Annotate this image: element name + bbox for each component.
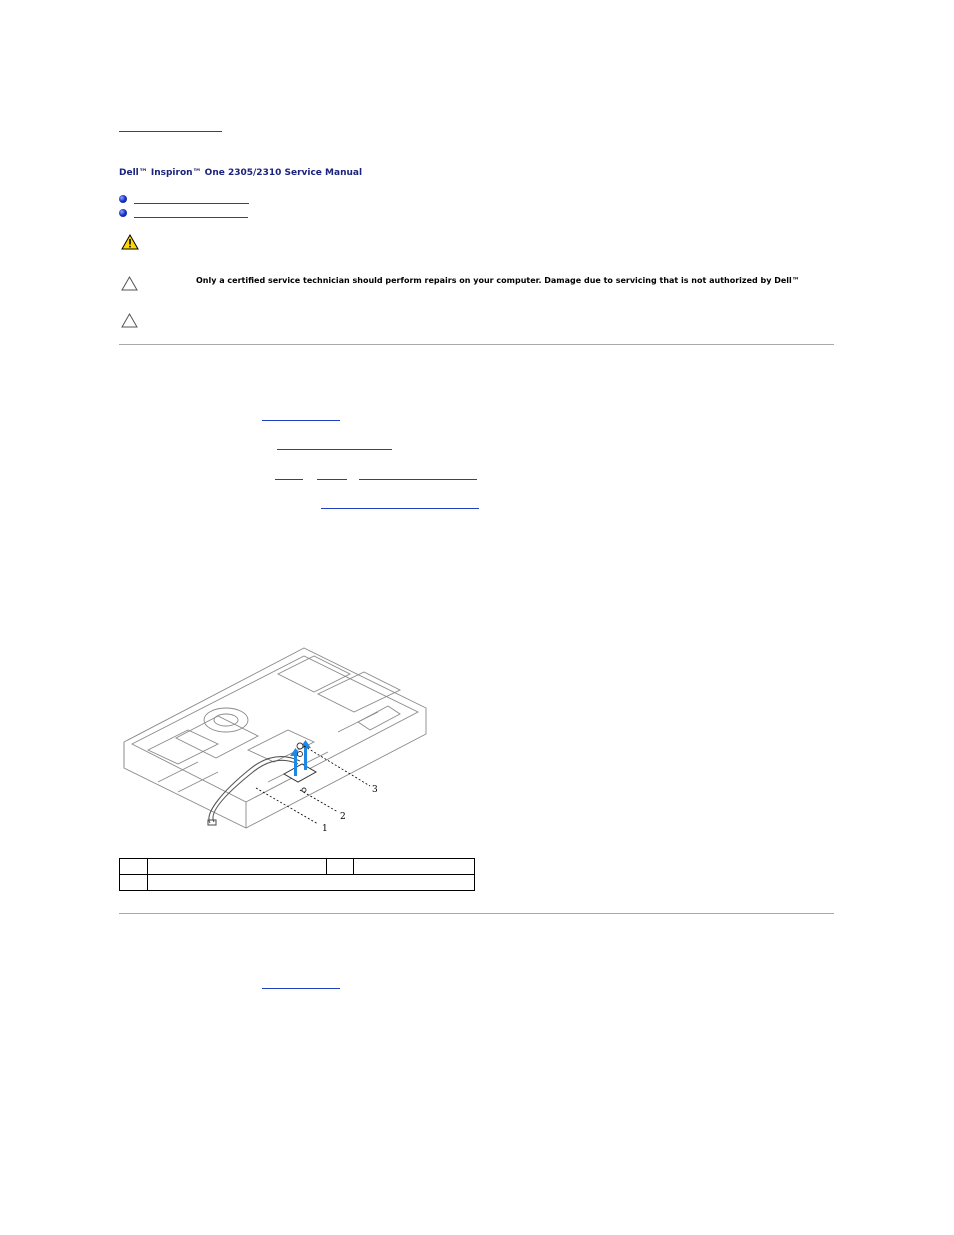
back-to-contents-link[interactable] <box>119 131 222 132</box>
manual-title: Dell™ Inspiron™ One 2305/2310 Service Manual <box>119 168 363 178</box>
callout-2: 2 <box>340 812 346 822</box>
callout-table <box>119 858 475 891</box>
caution-triangle-icon <box>121 276 138 291</box>
table-cell <box>120 859 148 875</box>
step-link-back-cover[interactable] <box>277 449 392 450</box>
step-link-before-you-begin-replace[interactable] <box>262 988 340 989</box>
step-link-c[interactable] <box>359 479 477 480</box>
table-row <box>120 875 475 891</box>
section-link-removing[interactable] <box>134 203 249 204</box>
table-row <box>120 859 475 875</box>
step-link-b[interactable] <box>317 479 347 480</box>
bullet-icon <box>119 195 127 203</box>
caution-notice-text: Only a certified service technician should perform repairs on your computer. Damage due to servicing that is not authorized by Dell™ <box>196 276 800 285</box>
step-link-before-you-begin[interactable] <box>262 420 340 421</box>
wireless-card-removal-illustration <box>118 642 438 842</box>
callout-1: 1 <box>322 824 328 834</box>
caution-triangle-icon <box>121 313 138 328</box>
callout-3: 3 <box>372 785 378 795</box>
table-cell <box>354 859 475 875</box>
step-link-d[interactable] <box>321 508 479 509</box>
section-divider <box>119 913 834 914</box>
bullet-icon <box>119 209 127 217</box>
section-link-replacing[interactable] <box>134 217 248 218</box>
step-link-a[interactable] <box>275 479 303 480</box>
table-cell <box>148 875 475 891</box>
table-cell <box>120 875 148 891</box>
table-cell <box>327 859 354 875</box>
warning-triangle-icon <box>121 234 139 250</box>
section-divider <box>119 344 834 345</box>
table-cell <box>148 859 327 875</box>
